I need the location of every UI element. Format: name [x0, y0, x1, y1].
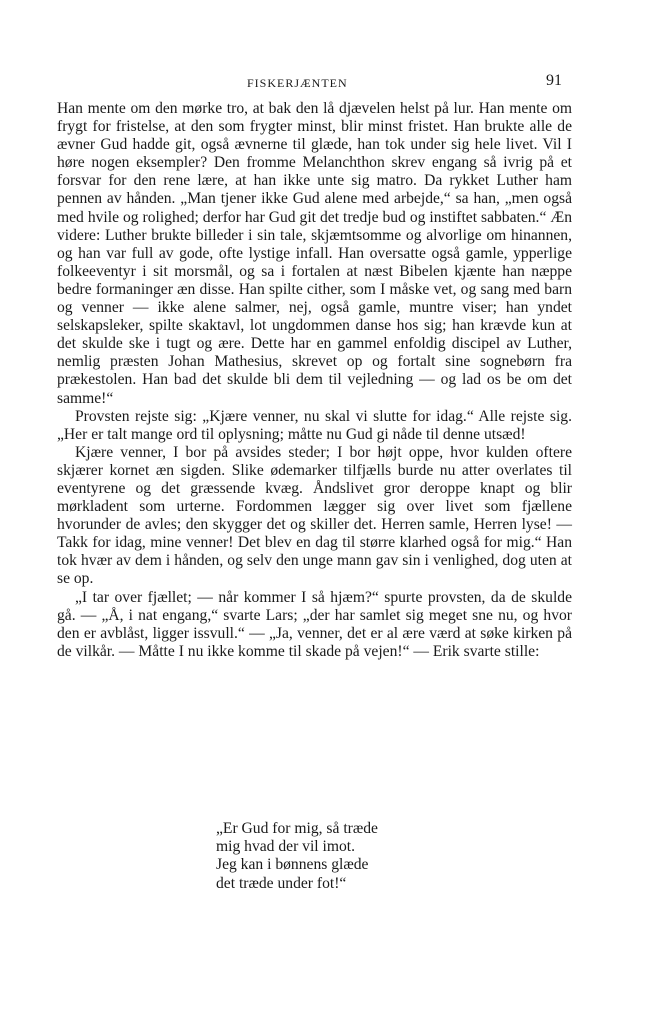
running-title: FISKERJÆNTEN — [247, 76, 348, 90]
paragraph: Kjære venner, I bor på avsides steder; I bor højt oppe, hvor kulden oftere skjærer kornet æn sigden. Slike ødemarker tilfjælls burde nu atter overlates til eventyrene og det græssende kvæg. Åndslivet gror deroppe knapt og blir mørkladent som urterne. Fordommen lægger sig over livet som fjællene hvorunder de avles; den skygger det og skiller det. Herren samle, Herren lyse! — Takk for idag, mine venner! Det blev en dag til større klarhed også for mig.“ Han tok hvær av dem i hånden, og selv den unge mann gav sin i venlighed, dog uten at se op. — [57, 443, 572, 588]
verse-line: det træde under fot!“ — [216, 874, 347, 892]
paragraph: „I tar over fjællet; — når kommer I så hjæm?“ spurte provsten, da de skulde gå. — „Å, i nat engang,“ svarte Lars; „der har samlet sig meget sne nu, og hvor den er avblåst, ligger issvull.“ — „Ja, venner, det er al ære værd at søke kirken på de vilkår. — Måtte I nu ikke komme til skade på vejen!“ — Erik svarte stille: — [57, 588, 572, 660]
paragraph: Han mente om den mørke tro, at bak den lå djævelen helst på lur. Han mente om frygt for fristelse, at den som frygter minst, blir minst fristet. Han brukte alle de ævner Gud hadde git, også ævnerne til glæde, han tok under sig hele livet. Vil I høre nogen eksempler? Den fromme Melanchthon skrev engang så ivrig på et forsvar for den rene lære, at han ikke unte sig matro. Da rykket Luther ham pennen av hånden. „Man tjener ikke Gud alene med arbejde,“ sa han, „men også med hvile og rolighed; derfor har Gud git det tredje bud og instiftet sabbaten.“ Æn videre: Luther brukte billeder i sin tale, skjæmtsomme og alvorlige om hinannen, og han var full av gode, ofte lystige infall. Han oversatte også gamle, ypperlige folkeeventyr i sit morsmål, og sa i fortalen at næst Bibelen kjænte han næppe bedre formaninger æn disse. Han spilte cither, som I måske vet, og sang med barn og venner — ikke alene salmer, nej, også gamle, muntre viser; han yndet selskapsleker, spilte skaktavl, lot ungdommen danse hos sig; han krævde kun at det skulde ske i tugt og ære. Dette har en gammel enfoldig discipel av Luther, nemlig præsten Johan Mathesius, skrevet op og fortalt sine sognebørn fra prækestolen. Han bad det skulde bli dem til vejledning — og lad os be om det samme!“ — [57, 100, 572, 407]
page-number: 91 — [546, 72, 562, 89]
body-text — [57, 100, 572, 661]
verse-line: mig hvad der vil imot. — [216, 838, 356, 856]
verse-stanza — [216, 820, 536, 893]
verse-line: Jeg kan i bønnens glæde — [216, 856, 369, 874]
verse-line: „Er Gud for mig, så træde — [216, 820, 378, 837]
paragraph: Provsten rejste sig: „Kjære venner, nu skal vi slutte for idag.“ Alle rejste sig. „Her er talt mange ord til oplysning; måtte nu Gud gi nåde til denne utsæd! — [57, 407, 572, 443]
running-head — [0, 72, 672, 96]
